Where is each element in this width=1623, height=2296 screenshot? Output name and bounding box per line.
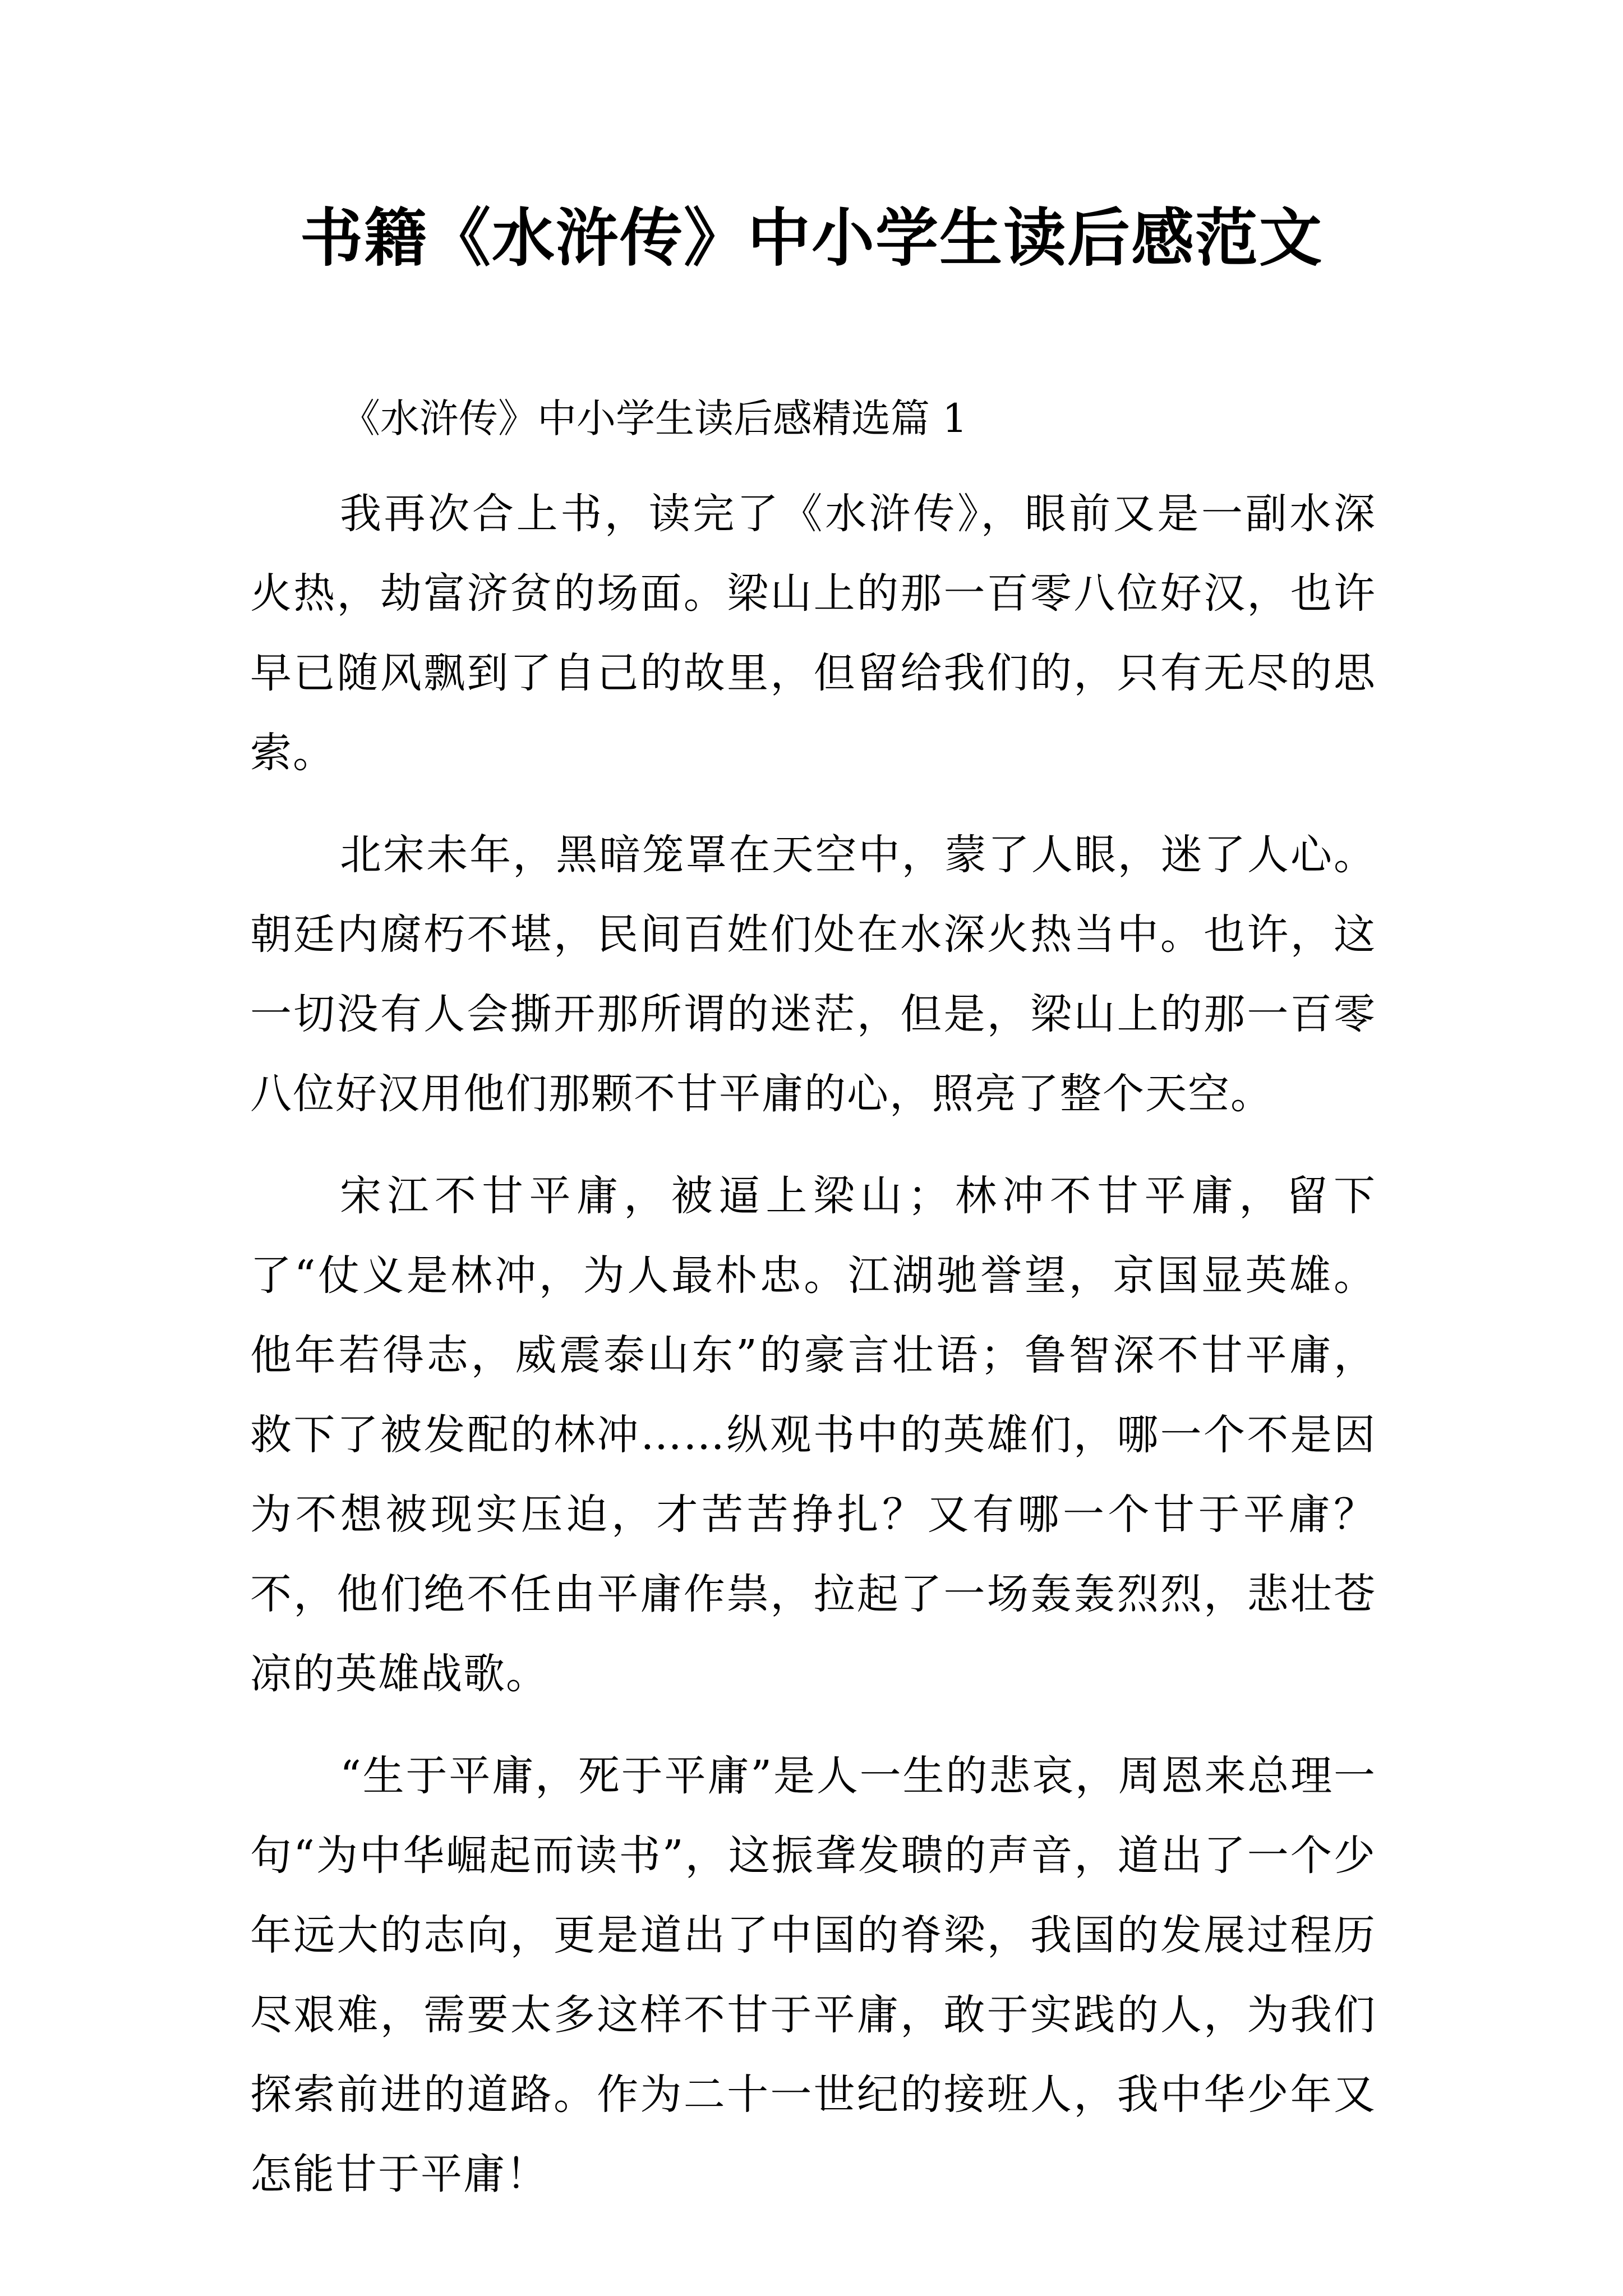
document-body xyxy=(250,379,1376,2237)
paragraph-3: 宋江不甘平庸，被逼上梁山；林冲不甘平庸，留下了“仗义是林冲，为人最朴忠。江湖驰誉望，京国显英雄。他年若得志，威震泰山东”的豪言壮语；鲁智深不甘平庸，救下了被发配的林冲……纵观书中的英雄们，哪一个不是因为不想被现实压迫，才苦苦挣扎？又有哪一个甘于平庸？不，他们绝不任由平庸作祟，拉起了一场轰轰烈烈，悲壮苍凉的英雄战歌。 xyxy=(250,1172,1376,1698)
paragraph-1: 我再次合上书，读完了《水浒传》，眼前又是一副水深火热，劫富济贫的场面。梁山上的那一百零八位好汉，也许早已随风飘到了自己的故里，但留给我们的，只有无尽的思索。 xyxy=(250,490,1376,777)
paragraph-4: “生于平庸，死于平庸”是人一生的悲哀，周恩来总理一句“为中华崛起而读书”，这振聋发聩的声音，道出了一个少年远大的志向，更是道出了中国的脊梁，我国的发展过程历尽艰难，需要太多这样不甘于平庸，敢于实践的人，为我们探索前进的道路。作为二十一世纪的接班人，我中华少年又怎能甘于平庸！ xyxy=(250,1752,1376,2198)
section-heading: 《水浒传》中小学生读后感精选篇 1 xyxy=(341,395,967,441)
paragraph-2: 北宋未年，黑暗笼罩在天空中，蒙了人眼，迷了人心。朝廷内腐朽不堪，民间百姓们处在水深火热当中。也许，这一切没有人会撕开那所谓的迷茫，但是，梁山上的那一百零八位好汉用他们那颗不甘平庸的心，照亮了整个天空。 xyxy=(250,831,1376,1118)
document-title: 书籍《水浒传》中小学生读后感范文 xyxy=(300,201,1323,275)
